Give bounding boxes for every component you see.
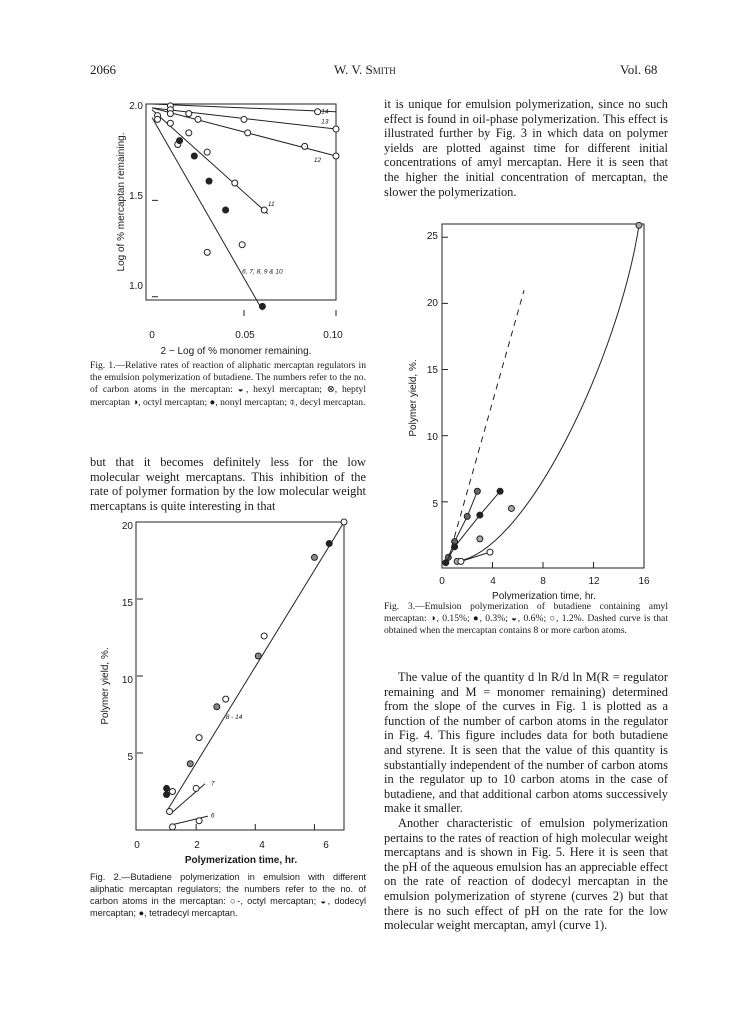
fig2-y-tick-3: 15 xyxy=(121,598,133,609)
fig1-point-4-3 xyxy=(191,153,197,159)
fig1-point-0-1 xyxy=(315,109,321,115)
right-paragraph-1: The value of the quantity d ln R/d ln M(R = regulator remaining and M = monomer remaining) determined from the slope of the curves in Fig. 1 is plotted as a function of the number of carbon atoms in the regulator in Fig. 4. This figure includes data for both butadiene and styrene. It is seen that the value of this quantity is substantially independent of the number of carbon atoms in the regulator up to 10 carbon atoms in the case of butadiene, and that additional carbon atoms successively make it smaller. xyxy=(384,670,668,816)
fig3-y-tick-1: 5 xyxy=(432,499,438,510)
page-number: 2066 xyxy=(90,62,116,77)
fig2-point-0-7 xyxy=(261,633,267,639)
fig1-point-2-4 xyxy=(333,153,339,159)
fig2-point-1-1 xyxy=(169,789,175,795)
fig1-point-2-3 xyxy=(302,143,308,149)
fig1-point-3-3 xyxy=(204,149,210,155)
fig2-frame xyxy=(136,522,344,830)
fig2-point-0-4 xyxy=(214,704,220,710)
fig2-y-tick-1: 5 xyxy=(127,752,133,763)
running-author: W. V. Smith xyxy=(334,62,396,77)
fig1-point-4-5 xyxy=(223,207,229,213)
fig3-point-0-3 xyxy=(474,488,480,494)
fig2-caption: Fig. 2.—Butadiene polymerization in emulsion with different aliphatic mercaptan regulators; the numbers refer to the no. of carbon atoms in the mercaptan: ○-, octyl mercaptan; ◒, dodecyl mercaptan; ●, tetradecyl mercaptan. xyxy=(90,872,366,918)
fig2-point-0-8 xyxy=(311,554,317,560)
fig1-y-tick-3: 2.0 xyxy=(129,101,143,112)
fig1-point-3-5 xyxy=(261,207,267,213)
fig1-point-2-0 xyxy=(167,111,173,117)
fig3-point-2-3 xyxy=(636,222,642,228)
fig1-y-tick-2: 1.5 xyxy=(129,191,143,202)
fig1-x-tick-1: 0 xyxy=(149,330,155,341)
fig1-point-2-2 xyxy=(245,130,251,136)
fig3-x-tick-1: 0 xyxy=(439,576,445,587)
fig3-x-tick-4: 12 xyxy=(588,576,600,587)
fig1-series-4-label: 6, 7, 8, 9 & 10 xyxy=(242,268,283,276)
fig3-caption: Fig. 3.—Emulsion polymerization of butadiene containing amyl mercaptan: ◑, 0.15%; ●, 0.3%; ◒, 0.6%; ○, 1.2%. Dashed curve is that obtained when the mercaptan contains 8 or more carbon atoms. xyxy=(384,601,668,637)
fig2-point-0-6 xyxy=(255,653,261,659)
fig1-point-4-8 xyxy=(204,249,210,255)
fig1-point-3-2 xyxy=(186,130,192,136)
fig1-x-tick-2: 0.05 xyxy=(235,330,255,341)
fig3-point-2-2 xyxy=(508,505,514,511)
volume-label: Vol. 68 xyxy=(620,62,658,77)
right-paragraph-2: Another characteristic of emulsion polymerization pertains to the rates of reaction of high molecular weight mercaptans and is shown in Fig. 5. Here it is seen that the pH of the aqueous emulsion has an appreciable effect on the rate of reaction of dodecyl mercaptan in the emulsion polymerization of styrene (curves 2) but that there is no such effect of pH on the rate for the low molecular weight mercaptan, amyl (curve 1). xyxy=(384,815,668,933)
fig3-point-0-2 xyxy=(464,513,470,519)
fig2-point-1-2 xyxy=(193,785,199,791)
fig3-x-axis-label: Polymerization time, hr. xyxy=(492,591,596,600)
fig1-point-4-7 xyxy=(259,303,265,309)
fig1-point-1-2 xyxy=(241,116,247,122)
fig1-point-4-2 xyxy=(177,138,183,144)
fig1-point-3-1 xyxy=(167,120,173,126)
fig2-x-tick-3: 4 xyxy=(259,840,265,851)
fig1-series-0-label: 14 xyxy=(321,108,329,116)
left-paragraph: but that it becomes definitely less for the low molecular weight mercaptans. This inhibition of the rate of polymer formation by the low molecular weight mercaptans is quite interesting in that xyxy=(90,455,366,513)
fig3-y-tick-4: 20 xyxy=(426,298,438,309)
fig3-series-4-curve xyxy=(448,290,524,559)
fig1-point-1-3 xyxy=(333,126,339,132)
fig2-series-1-label: 7 xyxy=(210,780,215,788)
fig2-y-tick-2: 10 xyxy=(121,675,133,686)
fig1-x-tick-3: 0.10 xyxy=(323,330,343,341)
fig2-point-0-3 xyxy=(196,735,202,741)
fig1-point-4-6 xyxy=(239,242,245,248)
fig2-point-1-0 xyxy=(167,809,173,815)
fig2-series-2-label: 6 xyxy=(210,812,215,820)
fig2-series-1-line xyxy=(170,784,205,815)
right-paragraph-top: it is unique for emulsion polymerization, since no such effect is found in oil-phase polymerization. This effect is illustrated further by Fig. 3 in which data on polymer yields are plotted against time for different initial concentrations of amyl mercaptan. Here it is seen that the higher the initial concentration of mercaptan, the slower the polymerization. xyxy=(384,97,668,199)
fig3-point-2-1 xyxy=(477,536,483,542)
fig2-point-0-2 xyxy=(187,761,193,767)
fig3-point-1-0 xyxy=(443,560,449,566)
fig2-point-0-9 xyxy=(326,541,332,547)
fig3-x-tick-5: 16 xyxy=(638,576,650,587)
fig1-series-4-line xyxy=(152,117,262,310)
fig1-point-2-1 xyxy=(195,116,201,122)
left-body-text xyxy=(90,455,366,513)
figure-3 xyxy=(394,218,664,600)
fig3-y-tick-2: 10 xyxy=(426,432,438,443)
fig2-point-0-0 xyxy=(164,792,170,798)
fig1-frame xyxy=(146,104,336,300)
fig3-frame xyxy=(442,224,644,568)
fig1-series-1-label: 13 xyxy=(321,118,329,126)
fig1-x-axis-label: 2 − Log of % monomer remaining. xyxy=(160,346,312,357)
figure-2 xyxy=(86,516,366,872)
fig2-x-axis-label: Polymerization time, hr. xyxy=(184,855,298,866)
fig2-x-tick-4: 6 xyxy=(323,840,329,851)
fig2-point-0-10 xyxy=(341,519,347,525)
fig1-point-4-4 xyxy=(206,178,212,184)
fig2-point-0-1 xyxy=(164,785,170,791)
fig1-point-1-1 xyxy=(186,111,192,117)
fig1-series-3-label: 11 xyxy=(267,201,275,209)
fig3-y-axis-label: Polymer yield, %. xyxy=(408,359,419,437)
fig1-series-2-label: 12 xyxy=(313,156,322,164)
fig3-y-tick-5: 25 xyxy=(426,231,438,242)
fig3-point-1-2 xyxy=(477,512,483,518)
fig3-series-2-curve xyxy=(457,225,639,561)
fig3-point-3-1 xyxy=(487,549,493,555)
fig2-point-2-1 xyxy=(196,818,202,824)
fig1-caption: Fig. 1.—Relative rates of reaction of aliphatic mercaptan regulators in the emulsion polymerization of butadiene. The numbers refer to the no. of carbon atoms in the mercaptan: ◒, hexyl mercaptan; ⊗, heptyl mercaptan ◑, octyl mercaptan; ●, nonyl mercaptan; ⌽, decyl mercaptan. xyxy=(90,360,366,408)
fig2-point-0-5 xyxy=(223,696,229,702)
figure-1 xyxy=(86,96,356,358)
fig1-y-axis-label: Log of % mercaptan remaining. xyxy=(116,132,127,272)
right-body-text-top xyxy=(384,97,668,199)
fig3-point-1-3 xyxy=(497,488,503,494)
fig2-point-2-0 xyxy=(169,824,175,830)
fig1-y-tick-1: 1.0 xyxy=(129,281,143,292)
fig2-series-0-line xyxy=(167,522,344,812)
fig3-y-tick-3: 15 xyxy=(426,365,438,376)
fig3-x-tick-3: 8 xyxy=(540,576,546,587)
fig2-y-tick-4: 20 xyxy=(121,521,133,532)
fig2-x-tick-2: 2 xyxy=(194,840,200,851)
fig2-x-tick-1: 0 xyxy=(134,840,140,851)
fig1-point-4-0 xyxy=(155,116,161,122)
fig2-y-axis-label: Polymer yield, %. xyxy=(100,647,111,725)
fig3-point-3-0 xyxy=(458,558,464,564)
fig1-series-2-line xyxy=(152,108,336,156)
fig1-point-3-4 xyxy=(232,180,238,186)
fig3-x-tick-2: 4 xyxy=(490,576,496,587)
right-body-text-bottom xyxy=(384,670,668,933)
fig3-series-3-curve xyxy=(461,552,490,561)
fig2-series-0-label: 8 - 14 xyxy=(225,714,243,722)
